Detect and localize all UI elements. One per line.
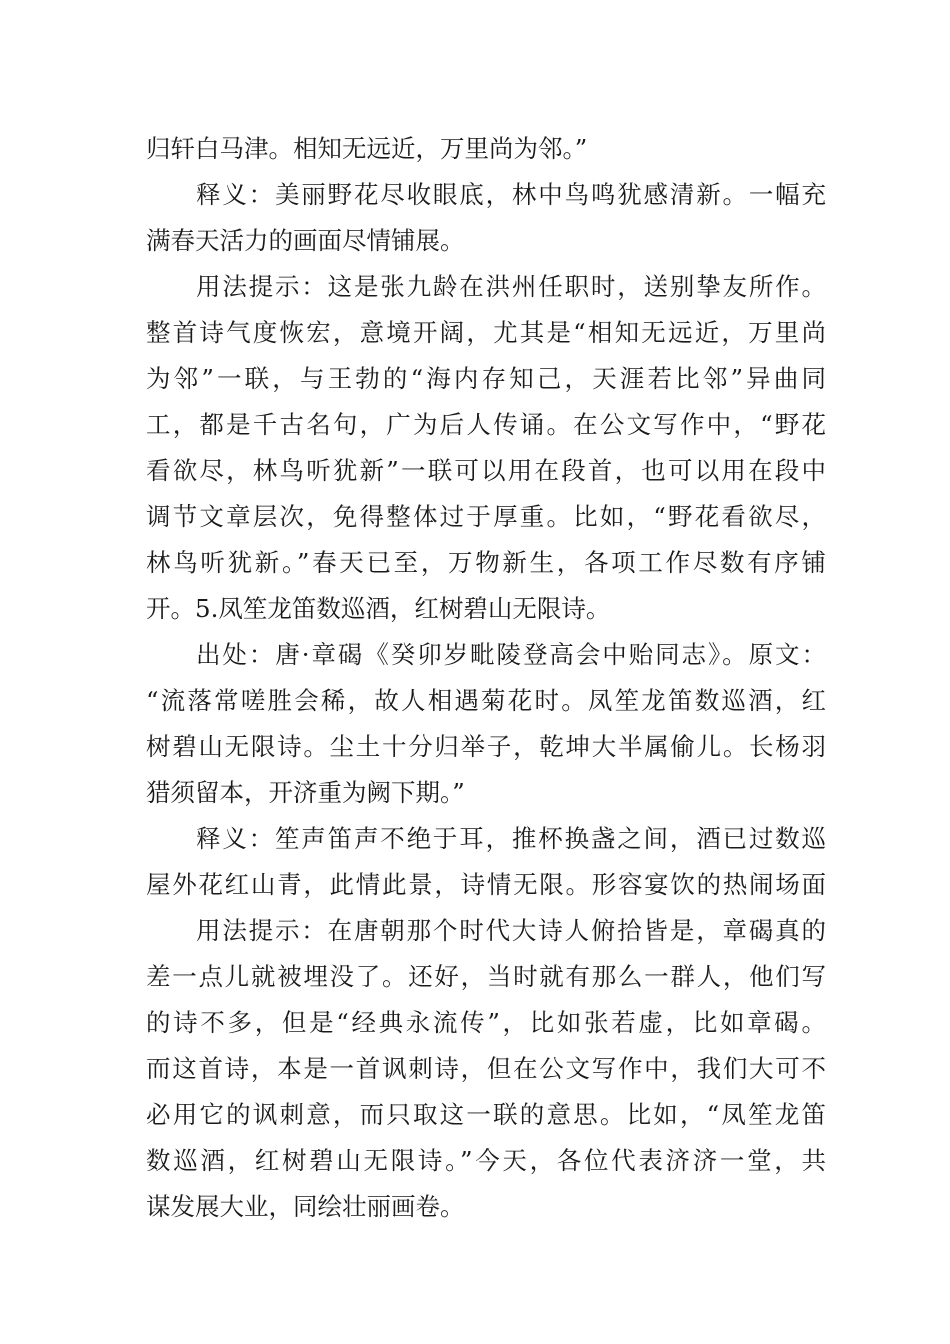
text-line: 必用它的讽刺意，而只取这一联的意思。比如，“凤笙龙笛 [146, 1100, 826, 1129]
text-line: 猎须留本，开济重为阙下期。” [146, 778, 465, 807]
text-line: 用法提示：在唐朝那个时代大诗人俯拾皆是，章碣真的 [196, 916, 826, 945]
text-line: “流落常嗟胜会稀，故人相遇菊花时。凤笙龙笛数巡酒，红 [146, 686, 826, 715]
text-line: 开。5.凤笙龙笛数巡酒，红树碧山无限诗。 [146, 594, 611, 623]
text-line: 释义：笙声笛声不绝于耳，推杯换盏之间，酒已过数巡 [196, 824, 826, 853]
text-line: 工，都是千古名句，广为后人传诵。在公文写作中，“野花 [146, 410, 826, 439]
text-line: 数巡酒，红树碧山无限诗。”今天，各位代表济济一堂，共 [146, 1146, 826, 1175]
text-line: 树碧山无限诗。尘土十分归举子，乾坤大半属偷儿。长杨羽 [146, 732, 826, 761]
text-line: 归轩白马津。相知无远近，万里尚为邻。” [146, 134, 588, 163]
text-line: 而这首诗，本是一首讽刺诗，但在公文写作中，我们大可不 [146, 1054, 826, 1083]
text-line: 差一点儿就被埋没了。还好，当时就有那么一群人，他们写 [146, 962, 826, 991]
text-line: 为邻”一联，与王勃的“海内存知己，天涯若比邻”异曲同 [146, 364, 826, 393]
text-line: 的诗不多，但是“经典永流传”，比如张若虚，比如章碣。 [146, 1008, 826, 1037]
text-line: 出处：唐·章碣《癸卯岁毗陵登高会中贻同志》。原文： [196, 640, 826, 669]
text-line: 整首诗气度恢宏，意境开阔，尤其是“相知无远近，万里尚 [146, 318, 826, 347]
text-line: 满春天活力的画面尽情铺展。 [146, 226, 465, 255]
text-line: 调节文章层次，免得整体过于厚重。比如，“野花看欲尽， [146, 502, 826, 531]
text-line: 看欲尽，林鸟听犹新”一联可以用在段首，也可以用在段中 [146, 456, 826, 485]
text-line: 释义：美丽野花尽收眼底，林中鸟鸣犹感清新。一幅充 [196, 180, 826, 209]
text-line: 林鸟听犹新。”春天已至，万物新生，各项工作尽数有序铺 [146, 548, 826, 577]
document-body [146, 126, 826, 1230]
text-line: 屋外花红山青，此情此景，诗情无限。形容宴饮的热闹场面 [146, 870, 826, 899]
text-line: 谋发展大业，同绘壮丽画卷。 [146, 1192, 465, 1221]
text-line: 用法提示：这是张九龄在洪州任职时，送别挚友所作。 [196, 272, 826, 301]
